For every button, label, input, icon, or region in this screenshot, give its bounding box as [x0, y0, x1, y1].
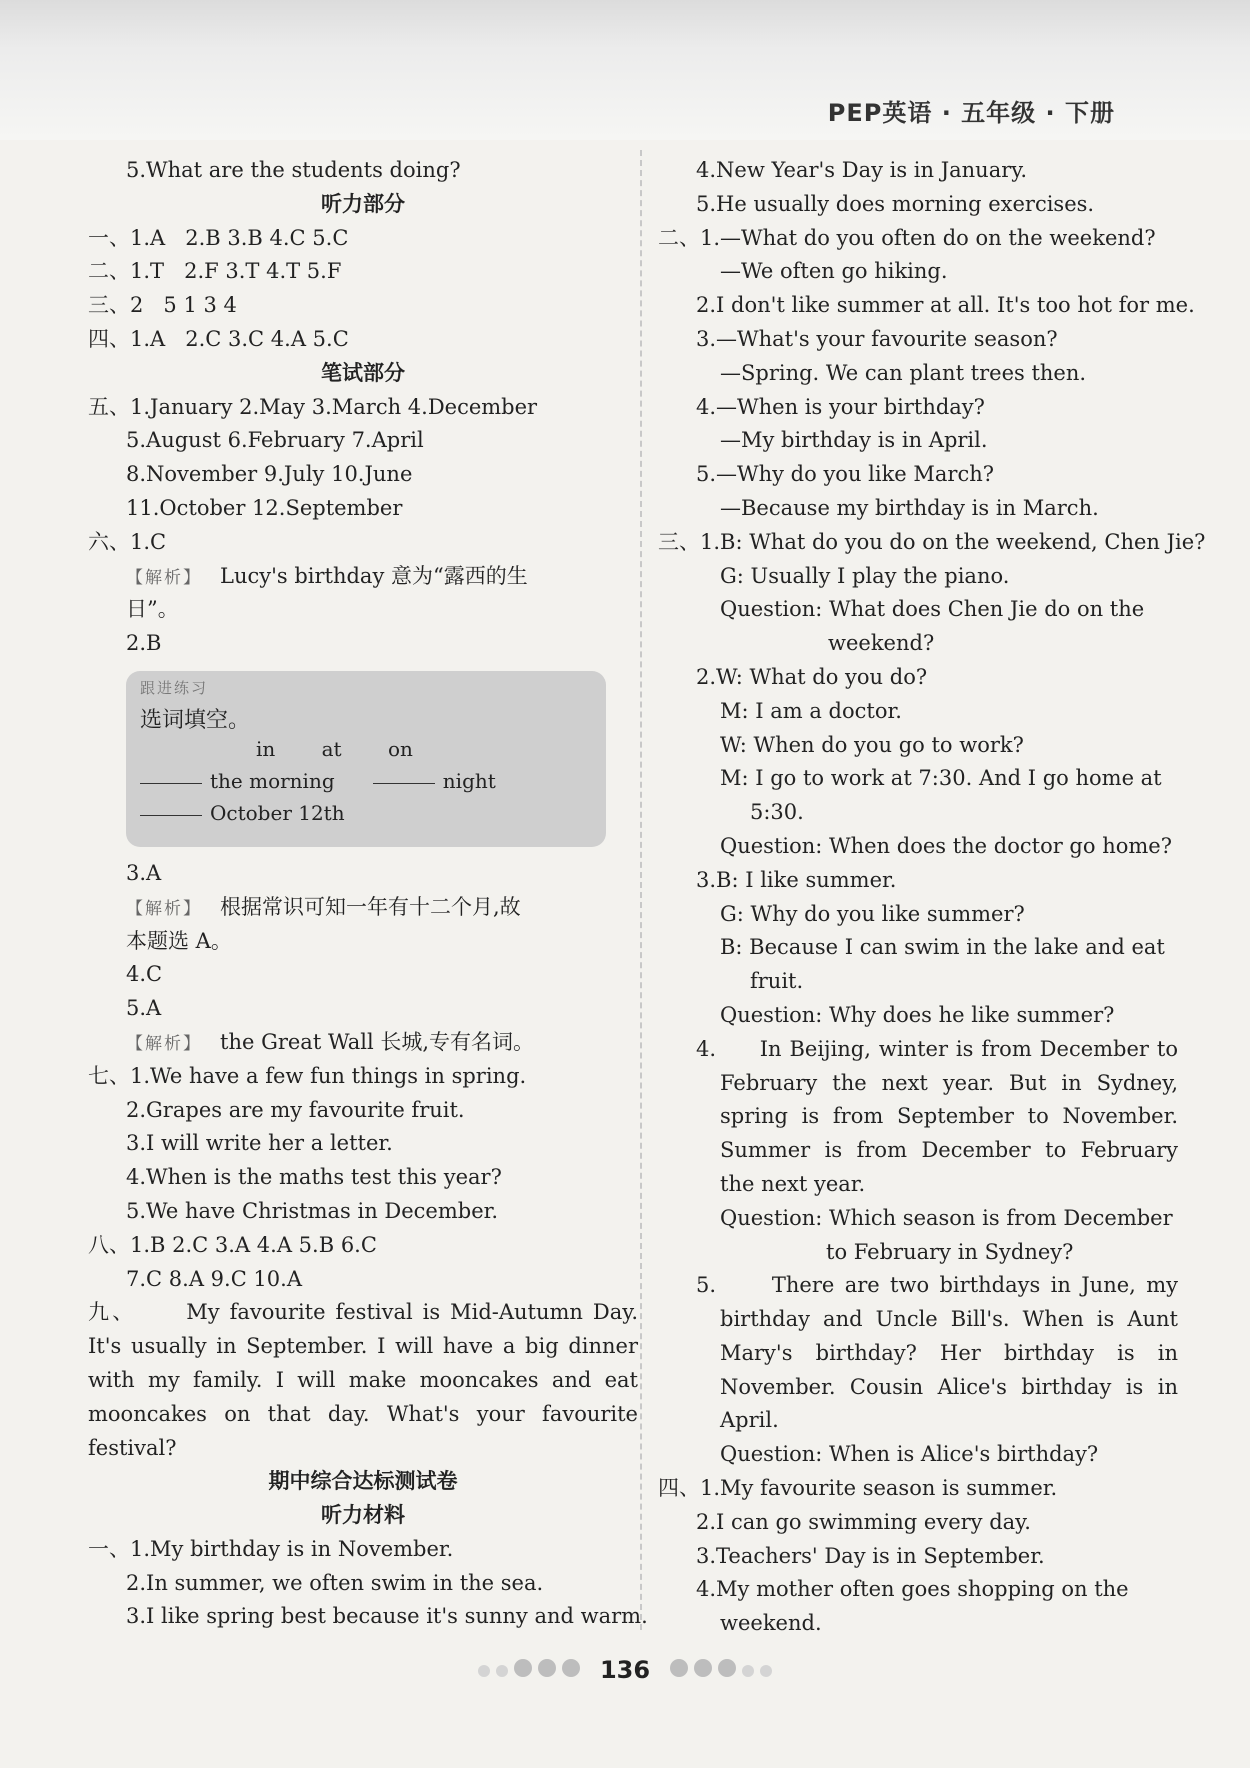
transcript-line: —Because my birthday is in March.	[720, 495, 1099, 520]
left-column	[88, 154, 648, 1634]
transcript-line: 四、1.My favourite season is summer.	[658, 1476, 1058, 1501]
transcript-line: M: I am a doctor.	[720, 698, 902, 723]
answer-line: 5.August 6.February 7.April	[126, 428, 424, 453]
transcript-line: weekend.	[720, 1611, 822, 1636]
answer-line: 4.When is the maths test this year?	[126, 1165, 502, 1190]
explanation-tag: 【解析】	[126, 567, 202, 588]
transcript-line: 3.Teachers' Day is in September.	[696, 1543, 1045, 1568]
explanation-tag: 【解析】	[126, 898, 202, 919]
explanation-line: 【解析】 根据常识可知一年有十二个月,故	[126, 894, 521, 919]
transcript-line: fruit.	[750, 969, 804, 994]
practice-row: October 12th	[140, 801, 345, 825]
transcript-line: B: Because I can swim in the lake and eat	[720, 935, 1165, 960]
decorative-dots-left	[475, 1659, 583, 1681]
answer-line: 5.A	[126, 996, 162, 1021]
answer-line: 六、1.C	[88, 529, 167, 554]
blank	[140, 783, 202, 784]
page-header	[0, 0, 1250, 140]
question-line: 5.What are the students doing?	[126, 158, 461, 182]
transcript-line: Question: Which season is from December	[720, 1205, 1173, 1230]
transcript-line: 3.—What's your favourite season?	[696, 326, 1058, 351]
transcript-line: 3.I like spring best because it's sunny and warm.	[126, 1604, 648, 1629]
transcript-paragraph: 5. There are two birthdays in June, my birthday and Uncle Bill's. When is Aunt Mary's birthday? Her birthday is in November. Cousin Alice's birthday is in April.	[696, 1273, 1178, 1433]
transcript-line: 4.New Year's Day is in January.	[696, 158, 1028, 182]
section-title-midterm: 期中综合达标测试卷	[268, 1469, 458, 1494]
writing-answer: 九、 My favourite festival is Mid-Autumn Day. It's usually in September. I will have a big dinner with my family. I will make mooncakes and eat mooncakes on that day. What's your favourite festival?	[88, 1300, 638, 1460]
answer-line: 3.I will write her a letter.	[126, 1131, 393, 1156]
transcript-line: G: Why do you like summer?	[720, 901, 1025, 926]
answer-line: 7.C 8.A 9.C 10.A	[126, 1266, 302, 1291]
transcript-line: Question: When does the doctor go home?	[720, 833, 1172, 858]
practice-row: the morning night	[140, 769, 496, 793]
answer-line: 八、1.B 2.C 3.A 4.A 5.B 6.C	[88, 1232, 377, 1257]
transcript-line: to February in Sydney?	[826, 1239, 1074, 1264]
explanation-line: 【解析】 the Great Wall 长城,专有名词。	[126, 1029, 535, 1054]
transcript-paragraph: 4. In Beijing, winter is from December to February the next year. But in Sydney, spring is from September to November. Summer is from December to February the next year.	[696, 1036, 1178, 1196]
section-title-listening: 听力部分	[321, 191, 405, 216]
answer-line: 五、1.January 2.May 3.March 4.December	[88, 394, 538, 419]
transcript-line: M: I go to work at 7:30. And I go home at	[720, 766, 1162, 791]
transcript-line: 2.I can go swimming every day.	[696, 1509, 1031, 1534]
decorative-dots-right	[667, 1659, 775, 1681]
transcript-line: Question: Why does he like summer?	[720, 1002, 1115, 1027]
transcript-line: —Spring. We can plant trees then.	[720, 360, 1087, 385]
answer-line: 4.C	[126, 962, 163, 987]
transcript-line: 5.—Why do you like March?	[696, 462, 995, 487]
answer-line: 8.November 9.July 10.June	[126, 462, 413, 487]
blank	[140, 815, 202, 816]
answer-line: 一、1.A 2.B 3.B 4.C 5.C	[88, 225, 349, 250]
transcript-line: 2.I don't like summer at all. It's too hot for me.	[696, 293, 1195, 318]
answer-line: 二、1.T 2.F 3.T 4.T 5.F	[88, 259, 342, 284]
transcript-line: 2.W: What do you do?	[696, 664, 928, 689]
answer-line: 11.October 12.September	[126, 495, 403, 520]
section-title-material: 听力材料	[321, 1503, 405, 1528]
transcript-line: —We often go hiking.	[720, 259, 948, 284]
answer-line: 5.We have Christmas in December.	[126, 1198, 499, 1223]
column-divider	[640, 150, 642, 1630]
transcript-line: 5:30.	[750, 800, 804, 825]
practice-box	[126, 671, 606, 847]
transcript-line: 4.—When is your birthday?	[696, 394, 985, 419]
practice-options: in at on	[256, 736, 413, 761]
answer-line: 3.A	[126, 860, 162, 885]
explanation-line: 【解析】 Lucy's birthday 意为“露西的生	[126, 563, 528, 588]
transcript-line: 二、1.—What do you often do on the weekend?	[658, 225, 1156, 250]
answer-line: 2.Grapes are my favourite fruit.	[126, 1097, 465, 1122]
explanation-line: 日”。	[126, 597, 179, 622]
explanation-tag: 【解析】	[126, 1033, 202, 1054]
page-footer	[0, 1656, 1250, 1684]
answer-line: 七、1.We have a few fun things in spring.	[88, 1063, 527, 1088]
practice-instruction: 选词填空。	[140, 707, 251, 733]
page-number: 136	[599, 1656, 651, 1684]
book-title: PEP英语 · 五年级 · 下册	[827, 99, 1115, 127]
transcript-line: 3.B: I like summer.	[696, 867, 897, 892]
transcript-line: Question: When is Alice's birthday?	[720, 1442, 1099, 1467]
transcript-line: 4.My mother often goes shopping on the	[696, 1577, 1129, 1602]
practice-tag: 跟进练习	[140, 678, 209, 697]
answer-line: 2.B	[126, 631, 162, 656]
section-title-written: 笔试部分	[321, 360, 405, 385]
right-column	[658, 154, 1206, 1641]
transcript-line: 2.In summer, we often swim in the sea.	[126, 1570, 544, 1595]
transcript-line: weekend?	[828, 631, 935, 656]
transcript-line: G: Usually I play the piano.	[720, 563, 1010, 588]
transcript-line: Question: What does Chen Jie do on the	[720, 597, 1145, 622]
transcript-line: 5.He usually does morning exercises.	[696, 191, 1095, 216]
transcript-line: 一、1.My birthday is in November.	[88, 1536, 454, 1561]
answer-line: 三、2 5 1 3 4	[88, 293, 237, 318]
blank	[373, 783, 435, 784]
transcript-line: 三、1.B: What do you do on the weekend, Chen Jie?	[658, 529, 1206, 554]
transcript-line: —My birthday is in April.	[720, 428, 988, 453]
explanation-line: 本题选 A。	[126, 928, 232, 953]
answer-line: 四、1.A 2.C 3.C 4.A 5.C	[88, 326, 349, 351]
transcript-line: W: When do you go to work?	[720, 732, 1024, 757]
